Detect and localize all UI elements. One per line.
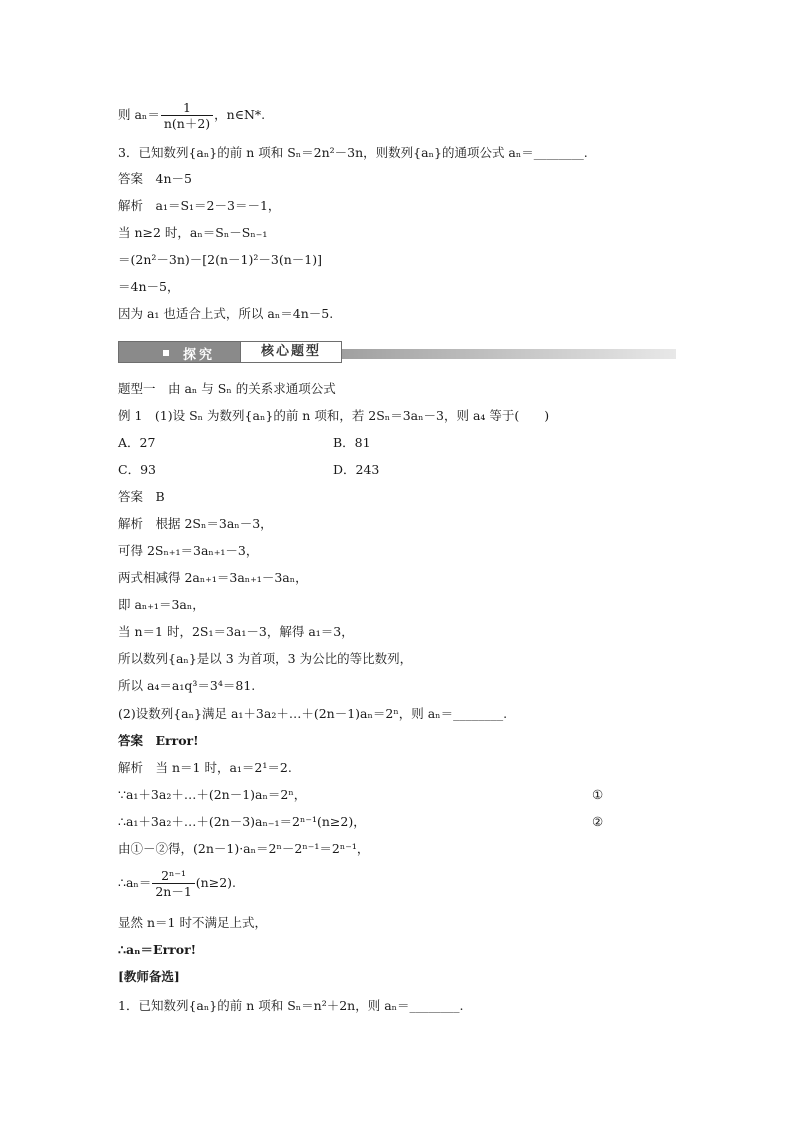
- formula-line-an-2: [118, 868, 236, 899]
- solution-line: ＝(2n²－3n)－[2(n－1)²－3(n－1)]: [118, 252, 322, 267]
- square-bullet-icon: [163, 350, 169, 356]
- option-b: B．81: [333, 435, 371, 450]
- banner-left-label: 探究: [183, 348, 216, 363]
- example-1-part-2: (2)设数列{aₙ}满足 a₁＋3a₂＋…＋(2n－1)aₙ＝2ⁿ，则 aₙ＝________.: [118, 706, 508, 721]
- option-c: C．93: [118, 462, 156, 477]
- type-title: 题型一 由 aₙ 与 Sₙ 的关系求通项公式: [118, 381, 336, 396]
- option-d: D．243: [333, 462, 380, 477]
- solution-line: ＝4n－5，: [118, 279, 180, 294]
- text: 则 aₙ＝: [118, 107, 160, 122]
- text: ，n∈N*.: [214, 107, 266, 122]
- banner-left: [118, 341, 242, 363]
- fraction-numerator: 2ⁿ⁻¹: [152, 868, 194, 884]
- solution-line: 显然 n＝1 时不满足上式，: [118, 915, 267, 930]
- solution-line: 当 n≥2 时，aₙ＝Sₙ－Sₙ₋₁: [118, 225, 268, 240]
- solution-line: 由①－②得，(2n－1)·aₙ＝2ⁿ－2ⁿ⁻¹＝2ⁿ⁻¹，: [118, 841, 370, 856]
- solution-line: 即 aₙ₊₁＝3aₙ，: [118, 597, 205, 612]
- solution-line: 可得 2Sₙ₊₁＝3aₙ₊₁－3，: [118, 543, 259, 558]
- solution-line: 所以 a₄＝a₁q³＝3⁴＝81.: [118, 678, 256, 693]
- answer-line: 答案 4n－5: [118, 171, 192, 186]
- equation-marker-2: ②: [592, 814, 604, 829]
- banner-title: 核心题型: [240, 341, 342, 363]
- text: (n≥2).: [195, 875, 237, 890]
- banner-gradient-bar: [342, 349, 676, 359]
- text: ∴aₙ＝: [118, 875, 152, 890]
- fraction-numerator: 1: [161, 100, 213, 116]
- formula-line-an: [118, 100, 265, 131]
- solution-line: ∴a₁＋3a₂＋…＋(2n－3)aₙ₋₁＝2ⁿ⁻¹(n≥2)，: [118, 814, 366, 829]
- fraction-denominator: 2n－1: [155, 884, 192, 899]
- solution-line: 因为 a₁ 也适合上式，所以 aₙ＝4n－5.: [118, 306, 334, 321]
- solution-line: 所以数列{aₙ}是以 3 为首项，3 为公比的等比数列，: [118, 651, 413, 666]
- fraction: [152, 868, 194, 899]
- fraction-denominator: n(n＋2): [163, 116, 211, 131]
- answer-line: 答案 B: [118, 489, 165, 504]
- option-a: A．27: [118, 435, 156, 450]
- solution-line: 两式相减得 2aₙ₊₁＝3aₙ₊₁－3aₙ，: [118, 570, 308, 585]
- fraction: [161, 100, 213, 131]
- example-1-question: 例 1 (1)设 Sₙ 为数列{aₙ}的前 n 项和，若 2Sₙ＝3aₙ－3，则 a₄ 等于( ): [118, 408, 550, 423]
- solution-line: 解析 a₁＝S₁＝2－3＝－1，: [118, 198, 281, 213]
- solution-line: 解析 当 n＝1 时，a₁＝2¹＝2.: [118, 760, 292, 775]
- teacher-question-1: 1．已知数列{aₙ}的前 n 项和 Sₙ＝n²＋2n，则 aₙ＝________.: [118, 998, 464, 1013]
- section-banner: [118, 341, 676, 363]
- question-3: 3．已知数列{aₙ}的前 n 项和 Sₙ＝2n²－3n，则数列{aₙ}的通项公式 aₙ＝________.: [118, 145, 588, 160]
- teacher-note-heading: [教师备选]: [118, 969, 180, 984]
- solution-line: ∵a₁＋3a₂＋…＋(2n－1)aₙ＝2ⁿ，: [118, 787, 307, 802]
- equation-marker-1: ①: [592, 787, 604, 802]
- solution-line: 解析 根据 2Sₙ＝3aₙ－3，: [118, 516, 273, 531]
- solution-line: ∴aₙ＝Error!: [118, 942, 197, 957]
- answer-line: 答案 Error!: [118, 733, 199, 748]
- solution-line: 当 n＝1 时，2S₁＝3a₁－3，解得 a₁＝3，: [118, 624, 354, 639]
